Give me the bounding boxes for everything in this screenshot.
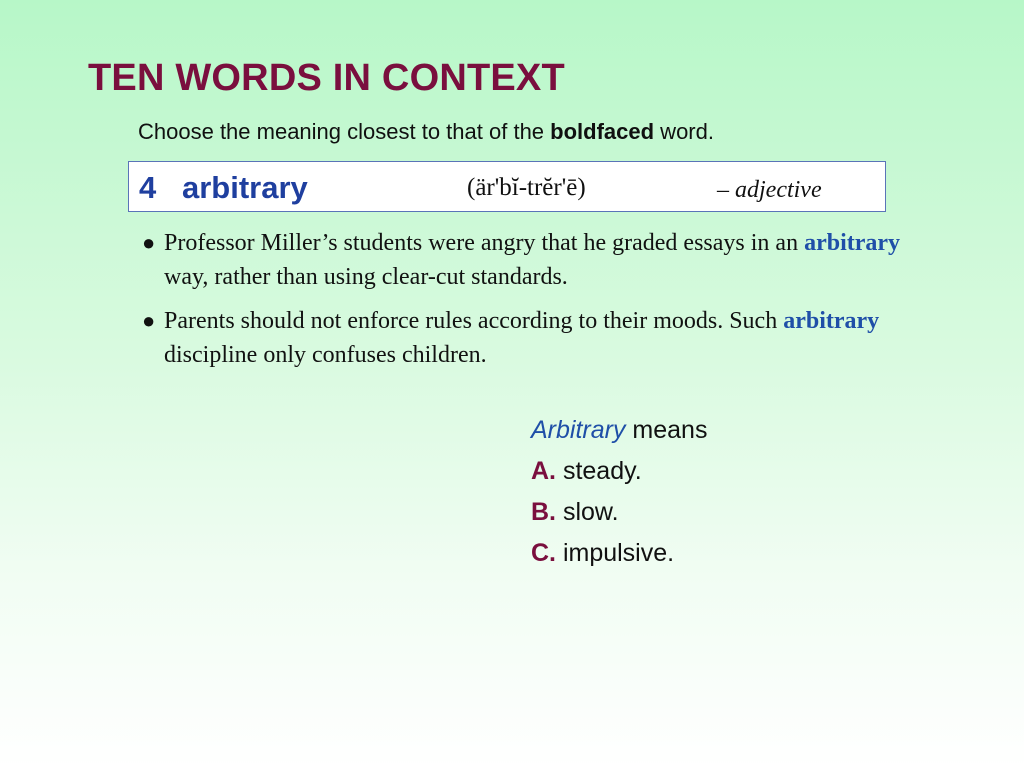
- sentence-keyword: arbitrary: [783, 308, 880, 334]
- option-text: slow.: [556, 498, 619, 526]
- question-stem-text: means: [625, 416, 708, 444]
- option-c[interactable]: [531, 535, 707, 576]
- vocabulary-word-box: [128, 161, 886, 212]
- option-text: steady.: [556, 457, 642, 485]
- option-text: impulsive.: [556, 539, 675, 567]
- question-word: Arbitrary: [531, 416, 626, 444]
- sentence-text-after: discipline only confuses children.: [164, 342, 487, 368]
- pronunciation: (är'bĭ-trĕr'ē): [467, 174, 586, 201]
- sentence-text-before: Professor Miller’s students were angry that he graded essays in an: [164, 230, 805, 256]
- instruction-suffix: word.: [654, 119, 714, 144]
- example-sentence-2: [140, 304, 930, 372]
- bullet-icon: ●: [142, 230, 156, 255]
- sentence-text-before: Parents should not enforce rules according to their moods. Such: [164, 308, 784, 334]
- example-sentences: [140, 226, 930, 382]
- word-number: 4: [139, 170, 157, 205]
- sentence-keyword: arbitrary: [804, 230, 901, 256]
- instruction-bold-word: boldfaced: [550, 119, 655, 144]
- sentence-text-after: way, rather than using clear-cut standards.: [164, 264, 568, 290]
- option-a[interactable]: [531, 453, 707, 494]
- bullet-icon: ●: [142, 308, 156, 333]
- headword: arbitrary: [182, 170, 308, 205]
- option-b[interactable]: [531, 494, 707, 535]
- part-of-speech: – adjective: [717, 177, 822, 203]
- instruction-text: [138, 118, 714, 146]
- question-stem: [531, 412, 707, 453]
- example-sentence-1: [140, 226, 930, 294]
- instruction-prefix: Choose the meaning closest to that of the: [138, 119, 551, 144]
- option-letter: C.: [531, 539, 556, 567]
- option-letter: A.: [531, 457, 556, 485]
- option-letter: B.: [531, 498, 556, 526]
- slide-title: TEN WORDS IN CONTEXT: [88, 57, 565, 99]
- question-block: [531, 412, 707, 576]
